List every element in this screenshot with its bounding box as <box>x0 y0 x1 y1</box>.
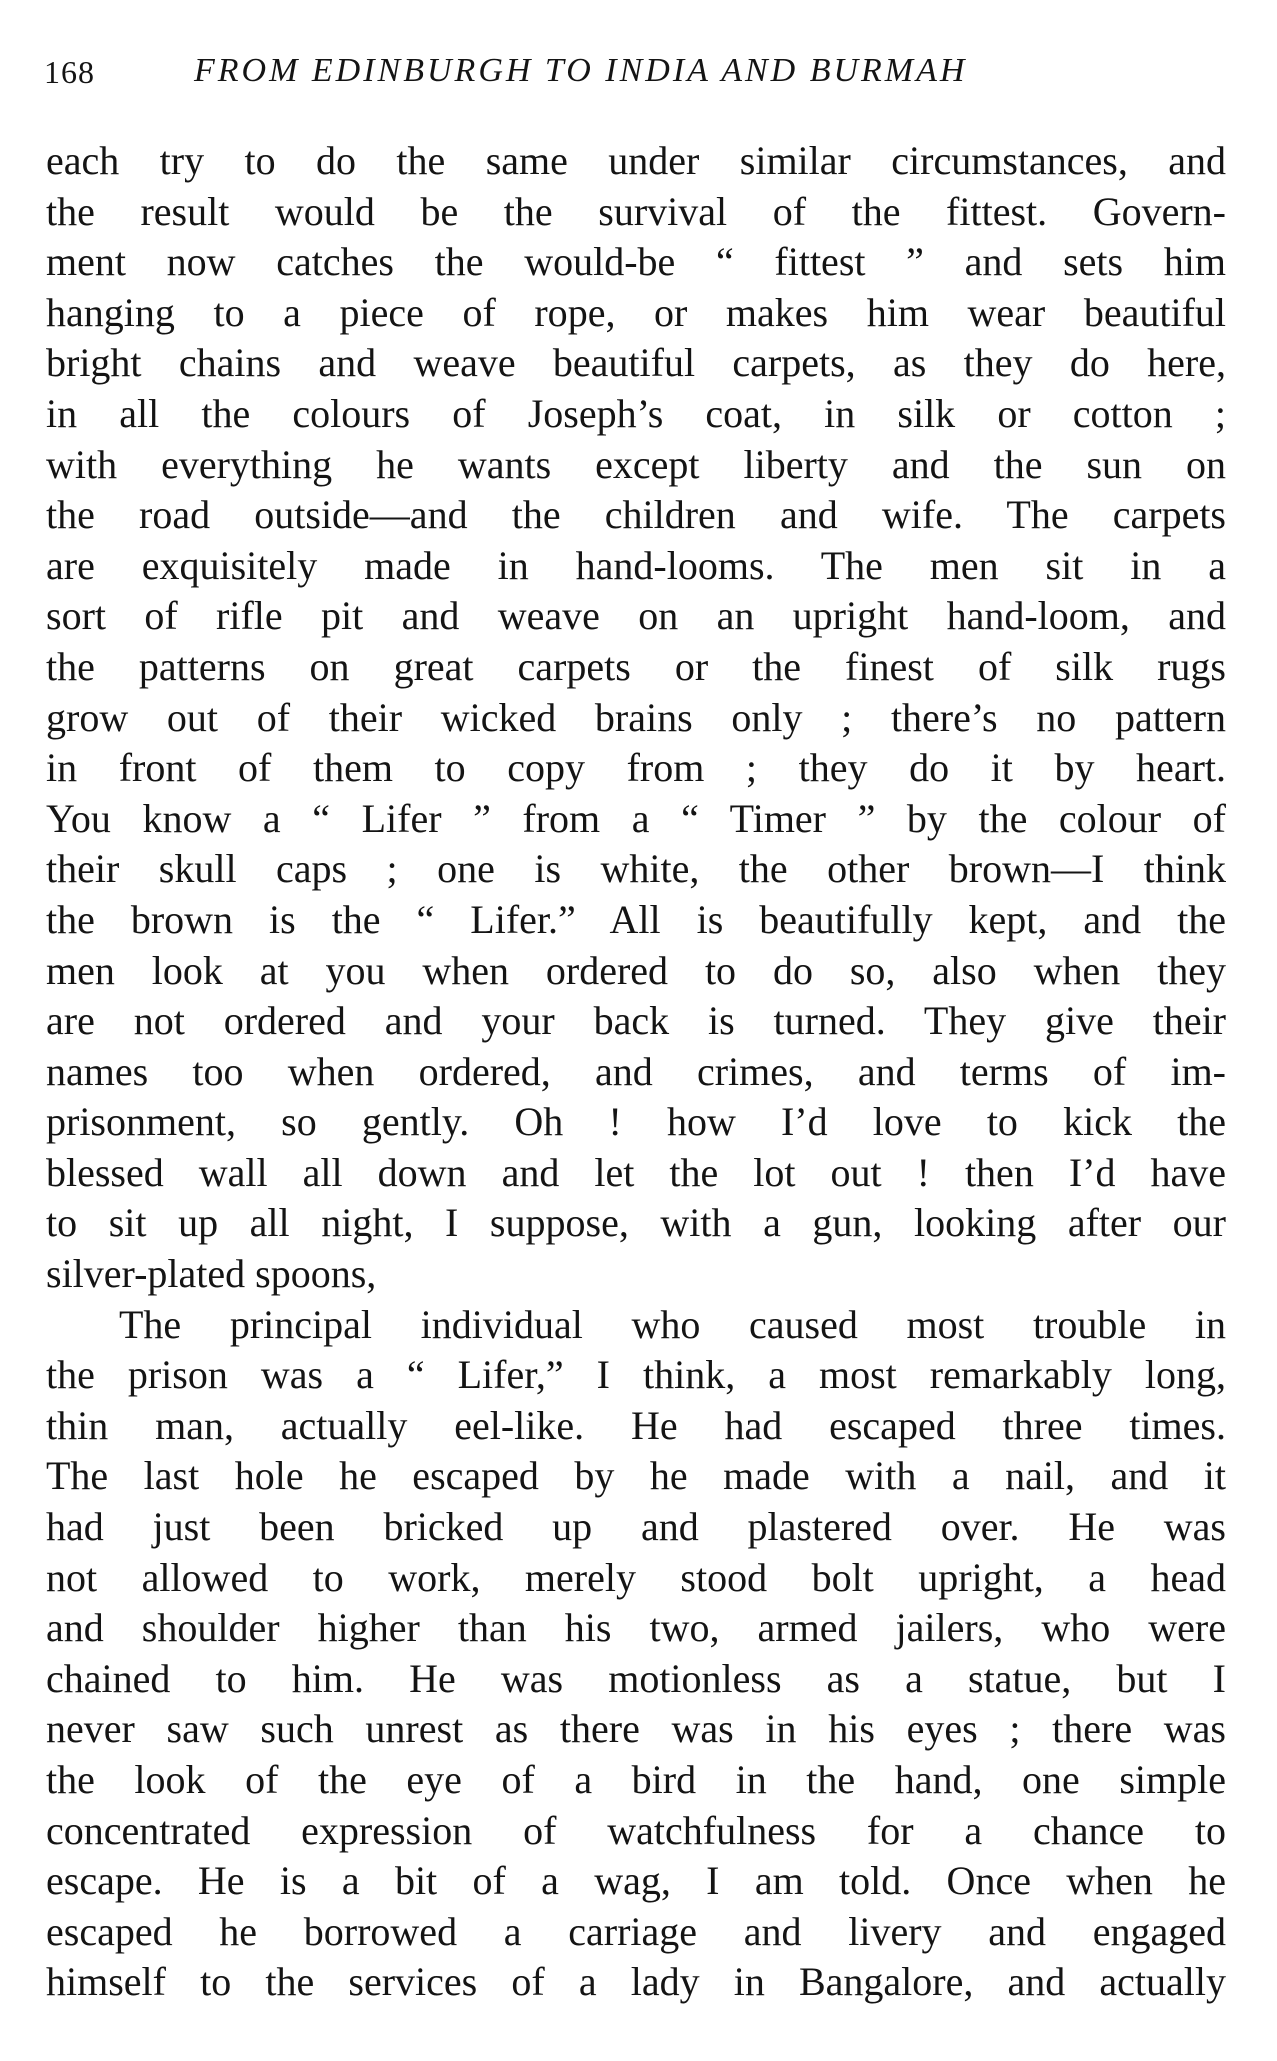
text-line: not allowed to work, merely stood bolt upright, a head <box>46 1554 1226 1600</box>
text-line: thin man, actually eel-like. He had escaped three times. <box>46 1402 1226 1448</box>
running-title: FROM EDINBURGH TO INDIA AND BURMAH <box>194 52 968 89</box>
page-number: 168 <box>44 54 95 90</box>
text-line: had just been bricked up and plastered over. He was <box>46 1504 1226 1550</box>
text-line: You know a “ Lifer ” from a “ Timer ” by the colour of <box>46 795 1226 841</box>
text-line: the result would be the survival of the fittest. Govern- <box>46 188 1226 234</box>
text-line: The last hole he escaped by he made with a nail, and it <box>46 1453 1226 1499</box>
text-line: blessed wall all down and let the lot out ! then I’d have <box>46 1149 1226 1195</box>
text-line: are exquisitely made in hand-looms. The men sit in a <box>46 542 1226 588</box>
text-line: prisonment, so gently. Oh ! how I’d love to kick the <box>46 1099 1226 1145</box>
text-line: chained to him. He was motionless as a statue, but I <box>46 1655 1226 1701</box>
text-line: bright chains and weave beautiful carpets, as they do here, <box>46 340 1226 386</box>
text-line: never saw such unrest as there was in his eyes ; there was <box>46 1706 1226 1752</box>
text-line: the road outside—and the children and wife. The carpets <box>46 492 1226 538</box>
text-line: the brown is the “ Lifer.” All is beautifully kept, and the <box>46 896 1226 942</box>
text-line: to sit up all night, I suppose, with a gun, looking after our <box>46 1200 1226 1246</box>
text-line: names too when ordered, and crimes, and terms of im- <box>46 1048 1226 1094</box>
text-line: each try to do the same under similar circumstances, and <box>46 138 1226 183</box>
text-line: concentrated expression of watchfulness for a chance to <box>46 1807 1226 1853</box>
text-line: grow out of their wicked brains only ; there’s no pattern <box>46 694 1226 740</box>
page-header <box>44 52 1224 102</box>
text-line: with everything he wants except liberty and the sun on <box>46 441 1226 487</box>
text-line: ment now catches the would-be “ fittest ” and sets him <box>46 239 1226 285</box>
text-line: the look of the eye of a bird in the hand, one simple <box>46 1757 1226 1802</box>
text-line: their skull caps ; one is white, the other brown—I think <box>46 846 1226 892</box>
text-line: escaped he borrowed a carriage and livery and engaged <box>46 1908 1226 1954</box>
text-line: sort of rifle pit and weave on an upright hand-loom, and <box>46 593 1226 639</box>
text-line: in all the colours of Joseph’s coat, in silk or cotton ; <box>46 390 1226 436</box>
text-line: men look at you when ordered to do so, also when they <box>46 947 1226 993</box>
text-line: escape. He is a bit of a wag, I am told. Once when he <box>46 1858 1226 1904</box>
text-line: are not ordered and your back is turned. They give their <box>46 998 1226 1044</box>
text-line: the prison was a “ Lifer,” I think, a most remarkably long, <box>46 1352 1226 1398</box>
text-line: hanging to a piece of rope, or makes him wear beautiful <box>46 289 1226 335</box>
text-line: in front of them to copy from ; they do it by heart. <box>46 745 1226 791</box>
paragraph-first-line: The principal individual who caused most trouble in <box>119 1301 1226 1347</box>
body-text <box>46 136 1226 2008</box>
text-line: and shoulder higher than his two, armed jailers, who were <box>46 1605 1226 1651</box>
paragraph-end-line: silver-plated spoons, <box>46 1251 377 1297</box>
text-line: himself to the services of a lady in Bangalore, and actually <box>46 1959 1226 2005</box>
text-line: the patterns on great carpets or the finest of silk rugs <box>46 643 1226 689</box>
